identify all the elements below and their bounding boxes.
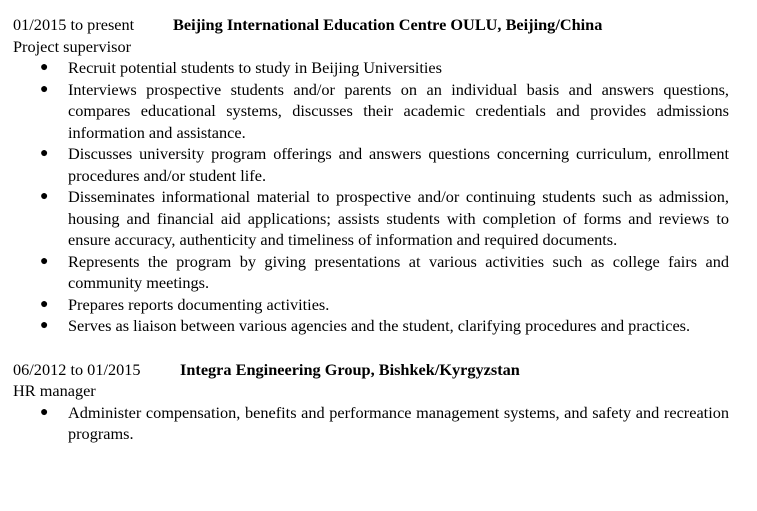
resume-experience-section xyxy=(13,14,729,445)
list-item xyxy=(13,402,729,445)
entry-role: Project supervisor xyxy=(13,36,132,56)
entry-organization: Beijing International Education Centre OULU, Beijing/China xyxy=(173,15,603,34)
bullet-icon: ● xyxy=(40,404,49,420)
list-item xyxy=(13,294,729,316)
list-item xyxy=(13,57,729,79)
entry-header xyxy=(13,14,729,36)
duty-text: Discusses university program offerings and answers questions concerning curriculum, enrollment procedures and/or student life. xyxy=(68,144,729,185)
entry-dates: 06/2012 to 01/2015 xyxy=(13,359,141,379)
duty-text: Serves as liaison between various agencies and the student, clarifying procedures and practices. xyxy=(68,316,691,335)
list-item xyxy=(13,79,729,144)
list-item xyxy=(13,186,729,251)
duties-list xyxy=(13,402,729,445)
entry-dates: 01/2015 to present xyxy=(13,15,135,34)
duty-text: Prepares reports documenting activities. xyxy=(68,294,330,314)
list-item xyxy=(13,143,729,186)
entry-header xyxy=(13,359,729,381)
bullet-icon: ● xyxy=(40,253,49,269)
duty-text: Administer compensation, benefits and performance management systems, and safety and recreation programs. xyxy=(68,402,729,443)
entry-role: HR manager xyxy=(13,381,96,400)
list-item xyxy=(13,315,729,337)
entry-organization: Integra Engineering Group, Bishkek/Kyrgyzstan xyxy=(180,359,520,379)
duty-text: Recruit potential students to study in Beijing Universities xyxy=(68,58,442,77)
bullet-icon: ● xyxy=(40,60,49,75)
bullet-icon: ● xyxy=(40,318,49,333)
bullet-icon: ● xyxy=(40,189,49,204)
experience-entry xyxy=(13,14,729,337)
list-item xyxy=(13,251,729,294)
duty-text: Interviews prospective students and/or parents on an individual basis and answers questions, compares educational systems, discusses their academic credentials and provides admissions information and assistance. xyxy=(68,79,729,142)
experience-entry xyxy=(13,359,729,445)
bullet-icon: ● xyxy=(40,296,49,312)
duty-text: Represents the program by giving presentations at various activities such as college fairs and community meetings. xyxy=(68,251,729,292)
bullet-icon: ● xyxy=(40,81,49,97)
duty-text: Disseminates informational material to prospective and/or continuing students such as admission, housing and financial aid applications; assists students with completion of forms and reviews to ensure accuracy, authenticity and timeliness of information and required documents. xyxy=(68,187,729,249)
bullet-icon: ● xyxy=(40,146,49,161)
section-spacer xyxy=(13,337,729,359)
duties-list xyxy=(13,57,729,337)
